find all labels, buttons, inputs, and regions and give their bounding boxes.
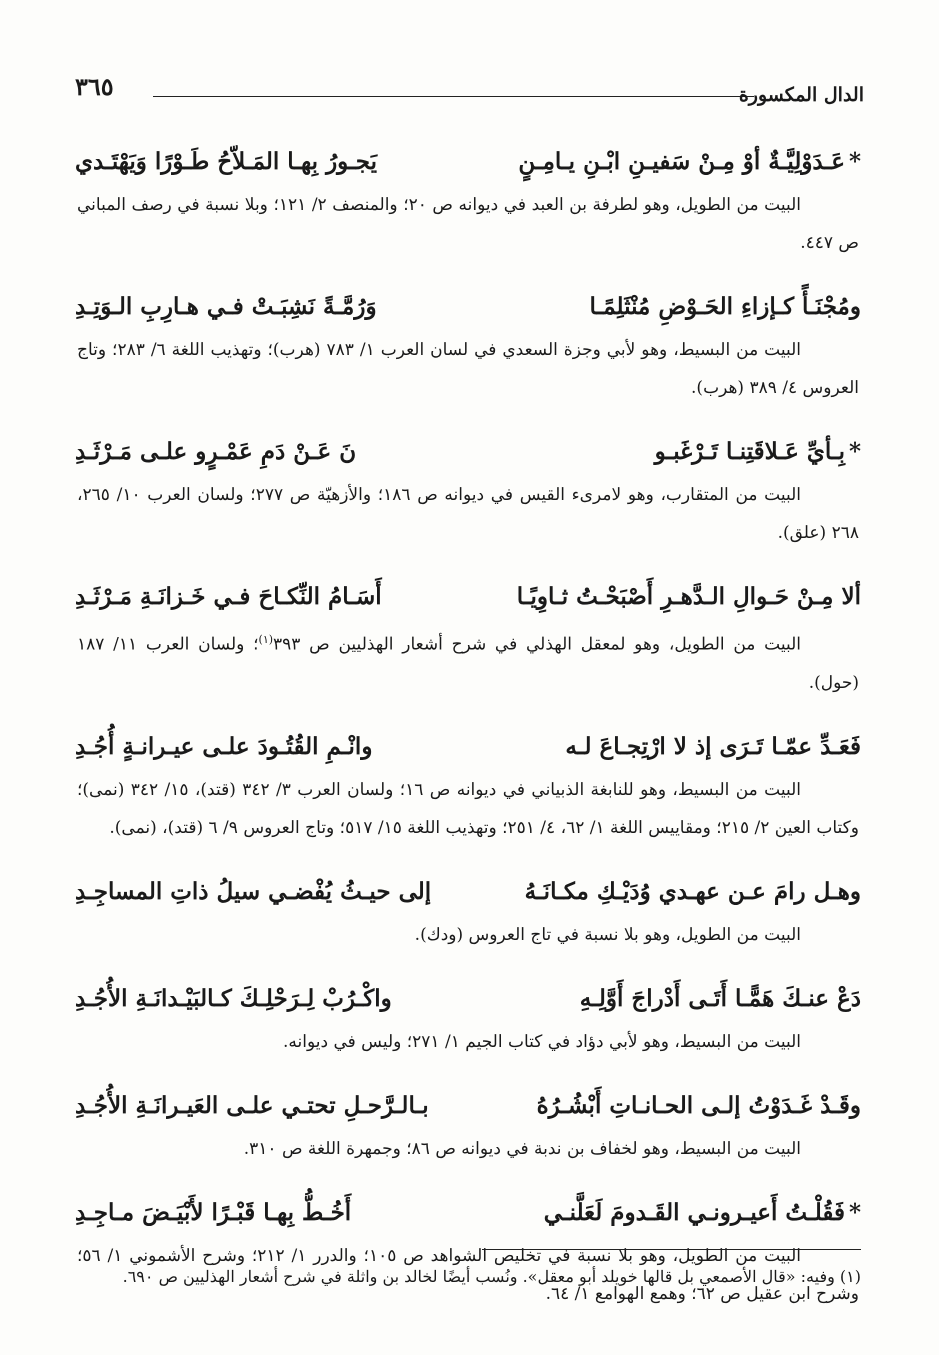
verse-attribution: البيت من البسيط، وهو لأبي دؤاد في كتاب الجيم ١/ ٢٧١؛ وليس في ديوانه. bbox=[283, 1031, 801, 1052]
verse-entry bbox=[75, 864, 861, 954]
footnotes bbox=[75, 1258, 861, 1296]
verse-second-hemistich: إلى حيـثُ يُفْضـي سيلُ ذاتِ المساجِـدِ bbox=[75, 877, 432, 905]
verse-second-hemistich: أَخُـطُّ بِهـا قَبْـرًا لأَبْيَـضَ مـاجِـدِ bbox=[75, 1198, 352, 1226]
verse-first-hemistich: *بِـأيِّ عَـلاقَتِنـا تَـرْغَبـو bbox=[654, 438, 861, 465]
page-number: ٣٦٥ bbox=[75, 72, 114, 101]
verse-first-hemistich: دَعْ عنـكَ هَمًّـا أَتَـى أَدْراجَ أَوَّلِـهِ bbox=[579, 984, 861, 1012]
star-marker: * bbox=[848, 1198, 861, 1226]
verse-first-hemistich: *عَـدَوْلِيَّـةٌ أوْ مِـنْ سَفيـنِ ابْـنِ يـامِـنٍ bbox=[518, 148, 861, 175]
verse-entry bbox=[75, 1078, 861, 1168]
verse-first-hemistich: ومُجْنَـأً كـإزاءِ الحَـوْضِ مُنْثَلِمًـا bbox=[589, 293, 861, 320]
star-marker: * bbox=[848, 148, 861, 175]
verse bbox=[75, 864, 861, 920]
verse-attribution: البيت من الطويل، وهو بلا نسبة في تاج العروس (ودك). bbox=[414, 924, 801, 945]
verse-second-hemistich: وانْـمِ القُتُـودَ علـى عيـرانـةٍ أُجُـدِ bbox=[75, 732, 373, 760]
verse bbox=[75, 1185, 861, 1241]
verse-first-hemistich: وهـل رامَ عـن عهـدي وُدَيْـكِ مكـانَـهُ bbox=[524, 877, 861, 905]
verse bbox=[75, 569, 861, 625]
verse-first-hemistich: فَعَـدِّ عمّـا تَـرَى إذ لا ارْتِجـاعَ لـه bbox=[565, 732, 861, 760]
verse-attribution: البيت من البسيط، وهو لخفاف بن ندبة في ديوانه ص ٨٦؛ وجمهرة اللغة ص ٣١٠. bbox=[243, 1138, 801, 1159]
footnote: (١) وفيه: «قال الأصمعي بل قالها خويلد أبو معقل». ونُسب أيضًا لخالد بن واثلة في شرح أشعار الهذليين ص ٦٩٠. bbox=[122, 1267, 861, 1286]
page-header bbox=[75, 70, 864, 110]
verse bbox=[75, 134, 861, 190]
footnote-rule bbox=[482, 1249, 861, 1250]
verse-second-hemistich: أَسَـامُ النِّكـاحَ فـي خَـزانَـةِ مَـرْثَـدِ bbox=[75, 583, 382, 610]
running-title: الدال المكسورة bbox=[738, 84, 864, 106]
main-content bbox=[75, 134, 861, 1330]
verse-attribution: البيت من البسيط، وهو لأبي وجزة السعدي في لسان العرب ١/ ٧٨٣ (هرب)؛ وتهذيب اللغة ٦/ ٢٨٣؛ وتاج العروس ٤/ ٣٨٩ (هرب). bbox=[77, 340, 859, 398]
verse-attribution: البيت من البسيط، وهو للنابغة الذبياني في ديوانه ص ١٦؛ ولسان العرب ٣/ ٣٤٢ (قتد)، ١٥/ ٣٤٢ (نمى)؛ وكتاب العين ٢/ ٢١٥؛ ومقاييس اللغة ١/ ٦٢، ٤/ ٢٥١؛ وتهذيب اللغة ١٥/ ٥١٧؛ وتاج العروس ٩/ ٦ (قتد)، (نمى). bbox=[77, 779, 859, 838]
verse-entry bbox=[75, 971, 861, 1061]
star-marker: * bbox=[848, 438, 861, 465]
verse-second-hemistich: نَ عَـنْ دَمِ عَمْـرٍو علـى مَـرْثَـدِ bbox=[75, 438, 357, 465]
verse-first-hemistich: *فَقُلْـتُ أَعيـرونـي القَـدومَ لَعَلَّنـي bbox=[543, 1198, 861, 1226]
verse-second-hemistich: وَرُمَّـةً نَشِبَـتْ فـي هـارِبِ الـوَتِـدِ bbox=[75, 293, 377, 320]
footnote-reference[interactable]: (١) bbox=[258, 633, 274, 646]
verse bbox=[75, 1078, 861, 1134]
verse-entry bbox=[75, 134, 861, 262]
header-rule bbox=[153, 96, 754, 97]
verse-second-hemistich: يَجـورُ بِهـا المَـلاّحُ طَـوْرًا وَيَهْتَـدي bbox=[75, 148, 378, 175]
verse-entry bbox=[75, 424, 861, 552]
verse-entry bbox=[75, 569, 861, 702]
verse bbox=[75, 279, 861, 335]
verse-second-hemistich: واكْـرُبْ لِـرَحْلِـكَ كـالبَيْـدانَـةِ الأُجُـدِ bbox=[75, 984, 392, 1012]
verse-entry bbox=[75, 279, 861, 407]
verse bbox=[75, 971, 861, 1027]
verse-attribution: البيت من الطويل، وهو لمعقل الهذلي في شرح أشعار الهذليين ص ٣٩٣$^{(١)}$؛ ولسان العرب ١١/ ١٨٧ (حول). bbox=[77, 633, 859, 693]
verse-attribution: البيت من المتقارب، وهو لامرىء القيس في ديوانه ص ١٨٦؛ والأزهيّة ص ٢٧٧؛ ولسان العرب ١٠/ ٢٦٥، ٢٦٨ (علق). bbox=[77, 485, 859, 543]
verse-second-hemistich: بـالـرَّحـلِ تحتـي علـى العَيـرانَـةِ الأُجُـدِ bbox=[75, 1091, 429, 1119]
verse-attribution: البيت من الطويل، وهو بلا نسبة في تخليص الشواهد ص ١٠٥؛ والدرر ١/ ٢١٢؛ وشرح الأشموني ١/ ٥٦؛ وشرح ابن عقيل ص ٦٢؛ وهمع الهوامع ١/ ٦٤. bbox=[77, 1245, 859, 1304]
verse bbox=[75, 424, 861, 480]
verse bbox=[75, 719, 861, 775]
verse-attribution: البيت من الطويل، وهو لطرفة بن العبد في ديوانه ص ٢٠؛ والمنصف ٢/ ١٢١؛ وبلا نسبة في رصف المباني ص ٤٤٧. bbox=[77, 195, 859, 253]
verse-entry bbox=[75, 719, 861, 847]
verse-first-hemistich: وقَـدْ غَـدَوْتُ إلـى الحـانـاتِ أَبْشُـرُهُ bbox=[536, 1091, 861, 1119]
verse-first-hemistich: ألا مِـنْ حَـوالِ الـدَّهـرِ أَصْبَحْـتُ ثـاوِيًـا bbox=[516, 583, 861, 610]
